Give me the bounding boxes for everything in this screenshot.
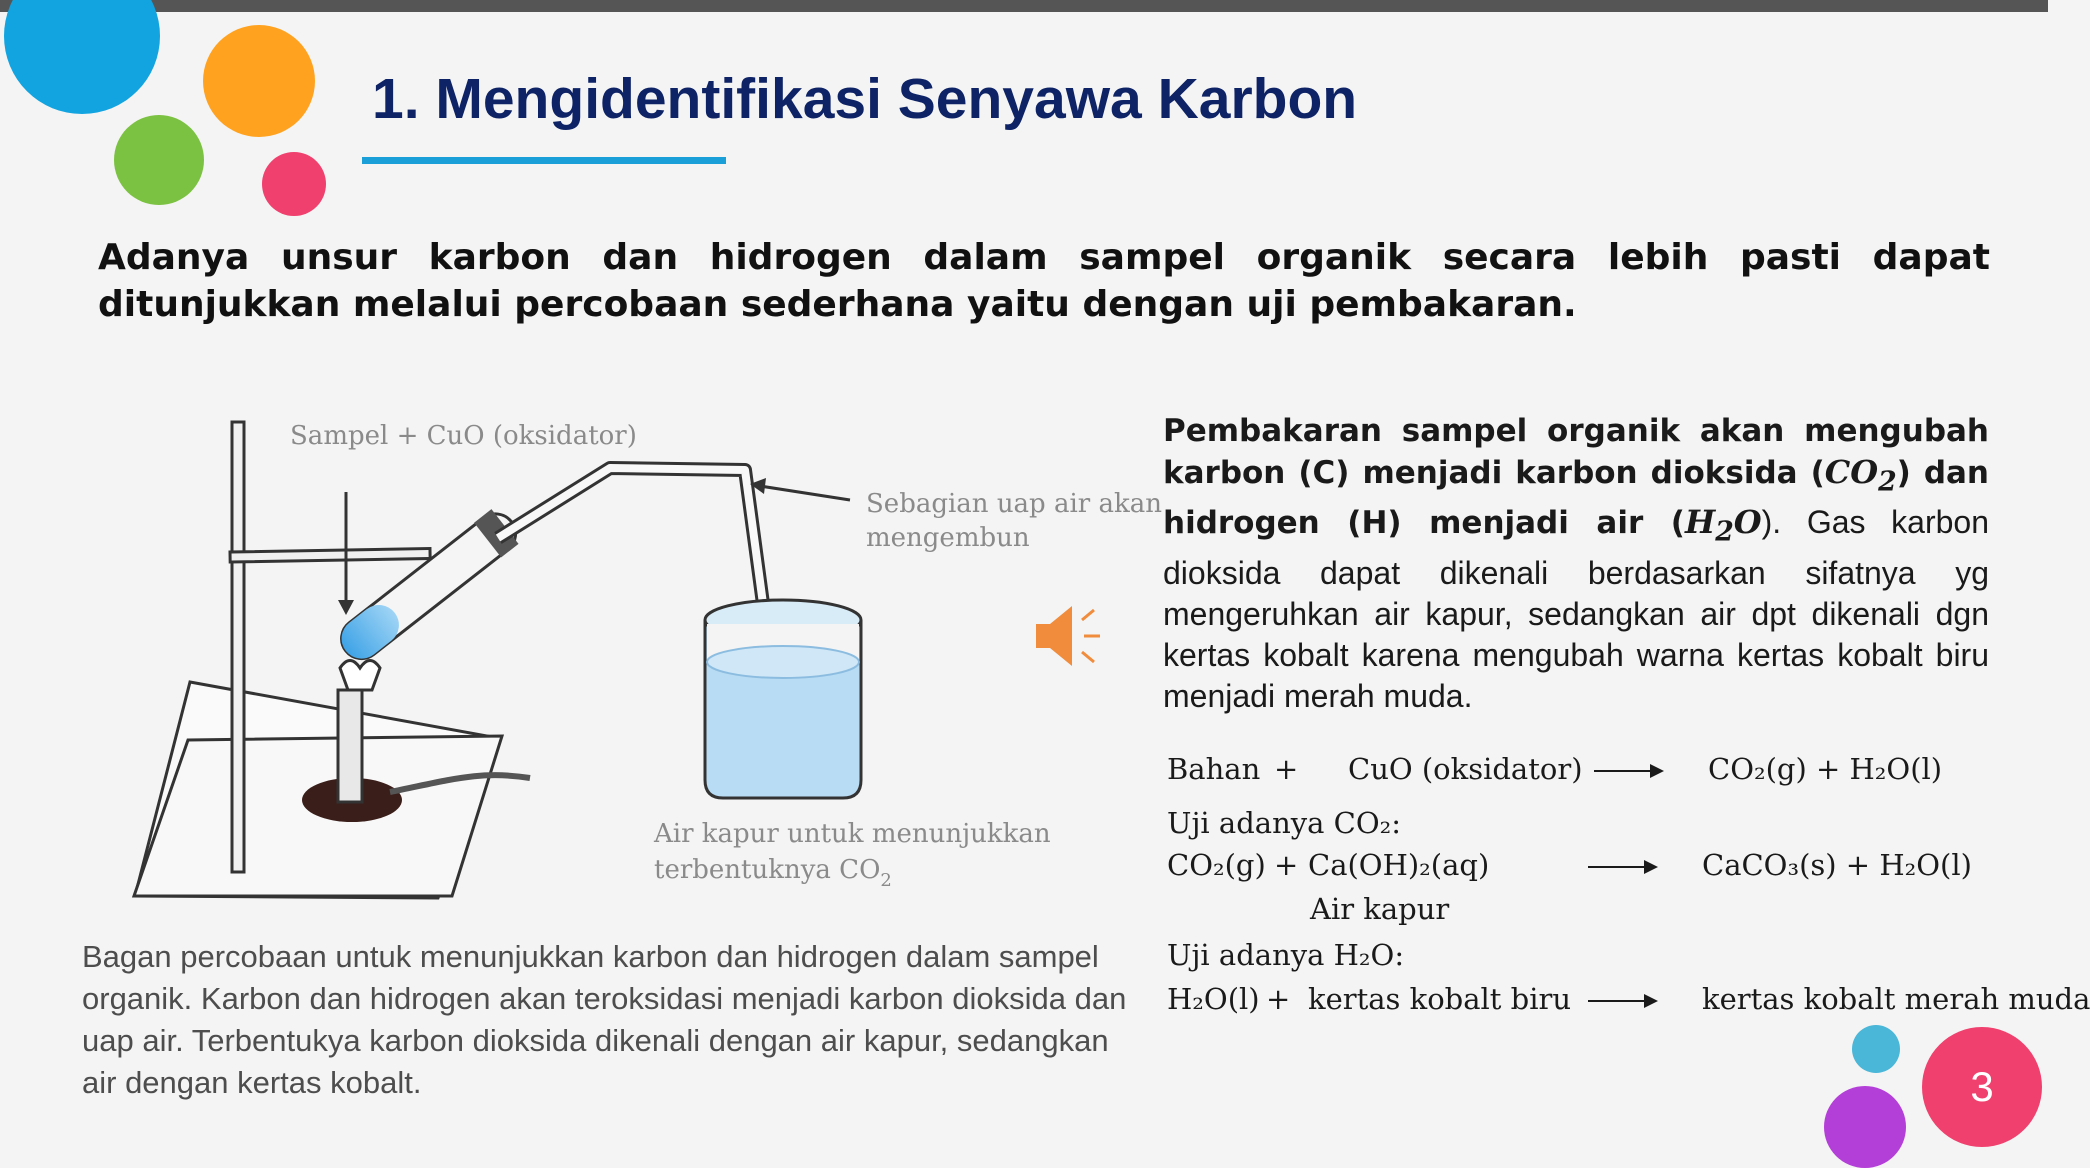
label-limewater-1: Air kapur untuk menunjukkan	[654, 819, 1051, 849]
eq-products-2: CaCO₃(s) + H₂O(l)	[1702, 848, 1972, 882]
figure-caption: Bagan percobaan untuk menunjukkan karbon dan hidrogen dalam sampel organik. Karbon dan hidrogen akan teroksidasi menjadi karbon dioksida dan uap air. Terbentukya karbon dioksida dikenali dengan air kapur, sedangkan air dengan kertas kobalt.	[82, 939, 1127, 1100]
decor-dot-teal	[1852, 1025, 1900, 1073]
burner-tube	[338, 690, 362, 802]
stand-rod	[232, 422, 244, 872]
eq-kertas: kertas kobalt biru	[1308, 982, 1572, 1016]
intro-paragraph: Adanya unsur karbon dan hidrogen dalam sampel organik secara lebih pasti dapat ditunjukkan melalui percobaan sederhana yaitu dengan uji pembakaran.	[98, 237, 1990, 325]
label-sample: Sampel + CuO (oksidator)	[290, 421, 637, 451]
top-bar	[0, 0, 2048, 12]
eq-co2: CO₂(g)	[1167, 848, 1266, 882]
eq-arrow-1	[1594, 770, 1662, 772]
decor-dot-pink	[262, 152, 326, 216]
formula-co2: $CO_2$	[1824, 453, 1897, 498]
decor-dot-green	[114, 115, 204, 205]
description-paragraph	[1163, 410, 1989, 717]
eq-label-h2o: Uji adanya H₂O:	[1167, 938, 1405, 972]
label-condense-2: mengembun	[866, 523, 1030, 553]
condense-pointer	[760, 486, 850, 500]
eq-bahan: Bahan	[1167, 752, 1261, 786]
eq-products-1: CO₂(g) + H₂O(l)	[1708, 752, 1943, 786]
eq-airkapur: Air kapur	[1310, 892, 1450, 926]
desc-bold-1: Pembakaran sampel organik akan mengubah karbon (C) menjadi karbon dioksida (	[1163, 413, 1989, 491]
eq-h2o: H₂O(l)	[1167, 982, 1260, 1016]
slide-title: 1. Mengidentifikasi Senyawa Karbon	[372, 67, 1358, 131]
eq-plus-1: +	[1274, 752, 1299, 786]
eq-result: kertas kobalt merah muda	[1702, 982, 2090, 1016]
eq-arrow-2	[1588, 866, 1656, 868]
eq-plus-2: +	[1274, 848, 1299, 882]
formula-h2o: $H_2O$	[1684, 503, 1762, 548]
experiment-diagram	[120, 400, 1160, 920]
label-limewater-2: terbentuknya $CO_2$	[654, 855, 892, 891]
eq-cuo: CuO (oksidator)	[1348, 752, 1583, 786]
decor-dot-purple	[1824, 1086, 1906, 1168]
desc-rest: Gas karbon dioksida dapat dikenali berdasarkan sifatnya yg mengeruhkan air kapur, sedangkan air dpt dikenali dgn kertas kobalt karena mengubah warna kertas kobalt biru menjadi merah muda.	[1163, 504, 1989, 714]
desc-bold-2: ) dan hidrogen (H) menjadi air (	[1163, 455, 1989, 542]
decor-dot-orange	[203, 25, 315, 137]
eq-caoh: Ca(OH)₂(aq)	[1308, 848, 1490, 882]
eq-plus-3: +	[1266, 982, 1291, 1016]
eq-arrow-3	[1588, 1000, 1656, 1002]
test-tube	[332, 504, 525, 668]
desc-close: ).	[1761, 504, 1782, 541]
speaker-icon[interactable]	[1030, 600, 1110, 672]
page-number: 3	[1922, 1027, 2042, 1147]
title-underline	[362, 157, 726, 164]
decor-dot-blue	[4, 0, 160, 114]
eq-label-co2: Uji adanya CO₂:	[1167, 806, 1401, 840]
clamp-arm	[230, 549, 430, 562]
label-condense-1: Sebagian uap air akan	[866, 489, 1162, 519]
